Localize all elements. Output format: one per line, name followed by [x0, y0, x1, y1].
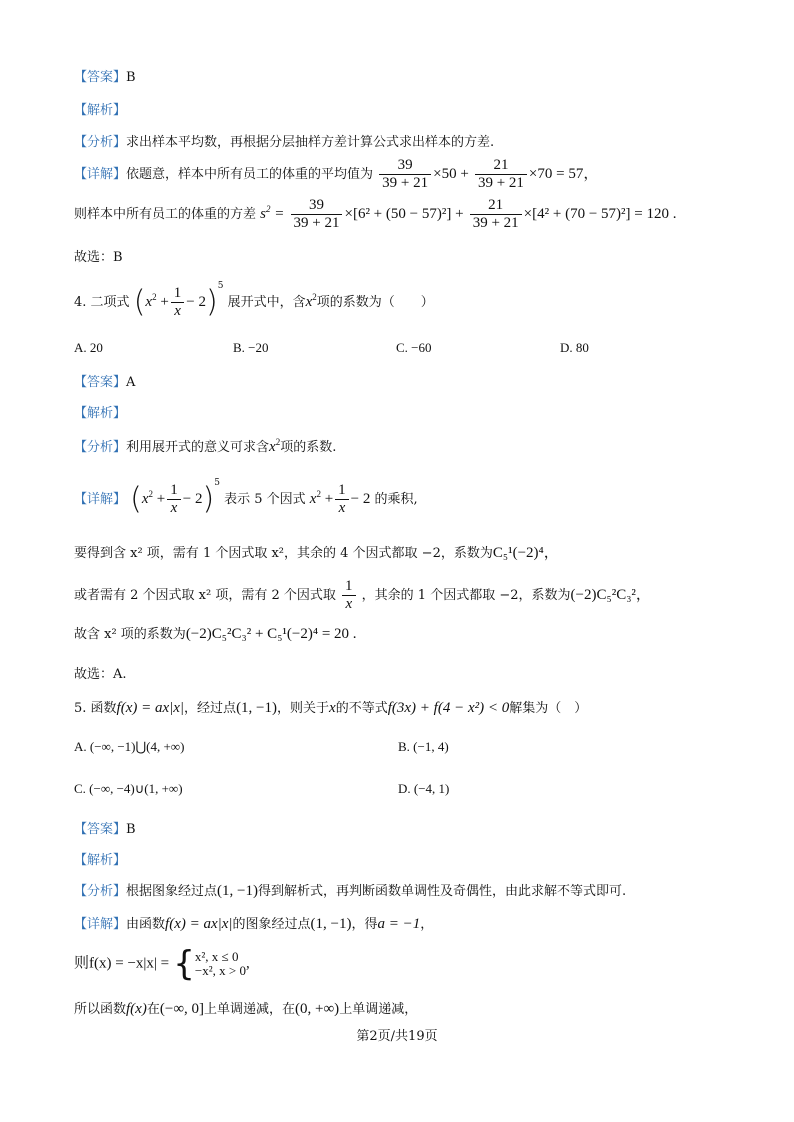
q4-detail-line: 【详解】 ($x^2$ + $\frac{1}{x}$ − 2)$^5$ 表示 5 个因式 $x^2$ + $\frac{1}{x}$ − 2 的乘积,	[74, 478, 418, 517]
q3-variance-line	[74, 197, 676, 232]
detail-text: 在	[146, 1002, 160, 1017]
answer-value: A	[126, 375, 136, 390]
question-text: 项的系数为（ ）	[316, 295, 434, 310]
math-expr: f(x)	[126, 1001, 147, 1017]
q5-mono-line	[74, 998, 417, 1018]
page-footer: 第2页/共19页	[356, 1029, 438, 1044]
fraction: $\frac{39}{39 + 21}$	[291, 197, 343, 232]
q4-line3	[74, 623, 357, 643]
q4-line1	[74, 541, 559, 562]
math-expr: ×70 = 57，	[528, 166, 599, 182]
fraction: $\frac{21}{39 + 21}$	[470, 197, 522, 232]
math-expr: a = −1	[377, 916, 421, 932]
q4-analyze-line: 【分析】利用展开式的意义可求含$x^2$项的系数.	[74, 437, 337, 455]
q5-answer-line	[74, 818, 136, 837]
math-expr: (−2)C₅²C₃² + C₅¹(−2)⁴ = 20 .	[185, 626, 357, 642]
answer-tag: 【答案】	[74, 70, 127, 85]
q5-option-d: D. (−4, 1)	[398, 781, 450, 796]
question-number: 5. 函数	[74, 701, 117, 716]
fraction: $\frac{1}{x}$	[167, 482, 181, 517]
detail-text: 则样本中所有员工的体重的方差	[74, 207, 257, 222]
q5-analyze-line	[74, 880, 626, 900]
analyze-text: 利用展开式的意义可求含	[126, 440, 270, 455]
question-number: 4. 二项式	[74, 295, 130, 310]
detail-text: 上单调递减，	[339, 1002, 418, 1017]
question-text: ，经过点	[184, 701, 237, 716]
q3-analyze-line	[74, 131, 494, 150]
analyze-text: 根据图象经过点	[126, 884, 218, 899]
detail-tag: 【详解】	[74, 917, 127, 932]
detail-text: 的乘积,	[374, 492, 418, 507]
fraction: $\frac{21}{39 + 21}$	[475, 157, 527, 192]
q5-piecewise-line: 则f(x) = −x|x| = { x², x ≤ 0 −x², x > 0 ,	[74, 944, 250, 984]
detail-text: 要得到含 x² 项，需有 1 个因式取 x²，其余的 4 个因式都取 −2，系数为	[74, 546, 493, 561]
fraction: $\frac{1}{x}$	[342, 578, 356, 613]
math-symbol: $s^2$ =	[260, 204, 285, 222]
q3-choice: 故选：B	[74, 250, 123, 265]
math-expr: (−2)C₅²C₃²，	[570, 587, 651, 603]
analyze-text: 得到解析式，再判断函数单调性及奇偶性，由此求解不等式即可.	[257, 884, 627, 899]
analysis-tag: 【解析】	[74, 103, 127, 118]
detail-text: 所以函数	[74, 1002, 127, 1017]
math-expr: 则f(x) = −x|x| =	[74, 955, 170, 972]
q4-option-c: C. −60	[396, 340, 432, 355]
detail-text: 上单调递减，在	[204, 1002, 296, 1017]
answer-value: B	[126, 822, 136, 837]
case-1: x², x ≤ 0	[194, 949, 239, 964]
detail-text: ，其余的 1 个因式都取 −2，系数为	[361, 588, 571, 603]
detail-tag: 【详解】	[74, 167, 127, 182]
math-expr: (1, −1)	[217, 883, 258, 899]
math-expr: f(3x) + f(4 − x²) < 0	[387, 700, 510, 716]
fraction: $\frac{1}{x}$	[335, 482, 349, 517]
q4-answer-line	[74, 371, 135, 390]
math-expr: x	[329, 700, 336, 716]
q5-analysis-label	[74, 849, 126, 868]
math-expr: ×50 +	[433, 166, 469, 182]
q4-stem: 4. 二项式 ($x^2$ + $\frac{1}{x}$ − 2)$^5$ 展开式中，含$x^2$项的系数为（ ）	[74, 281, 434, 320]
detail-tag: 【详解】	[74, 492, 127, 507]
math-expr: (−∞, 0]	[159, 1001, 205, 1017]
question-text: 的不等式	[335, 701, 388, 716]
detail-text: 或者需有 2 个因式取 x² 项，需有 2 个因式取	[74, 588, 336, 603]
math-expr: C₅¹(−2)⁴，	[492, 545, 559, 561]
math-expr: (1, −1)	[310, 916, 352, 932]
analysis-tag: 【解析】	[74, 406, 127, 421]
case-2: −x², x > 0	[194, 963, 246, 978]
question-text: 展开式中，含	[227, 295, 306, 310]
q5-option-c: C. (−∞, −4)∪(1, +∞)	[74, 781, 183, 796]
analyze-tag: 【分析】	[74, 884, 127, 899]
detail-text: 依题意，样本中所有员工的体重的平均值为	[126, 167, 374, 182]
q5-option-a: A. (−∞, −1)⋃(4, +∞)	[74, 739, 185, 754]
question-text: 解集为（ ）	[509, 701, 588, 716]
analyze-text: 求出样本平均数，再根据分层抽样方差计算公式求出样本的方差.	[126, 135, 495, 150]
detail-text: 的图象经过点	[232, 917, 311, 932]
fraction: $\frac{39}{39 + 21}$	[379, 157, 431, 192]
q3-analysis-label	[74, 99, 126, 118]
analyze-text: 项的系数.	[280, 440, 337, 455]
piecewise-cases	[195, 950, 246, 978]
q4-line2	[74, 578, 651, 613]
answer-tag: 【答案】	[74, 375, 127, 390]
question-text: ，则关于	[277, 701, 330, 716]
q3-answer-line	[74, 66, 136, 85]
q5-stem	[74, 697, 587, 717]
math-expr: f(x) = ax|x|	[165, 916, 233, 932]
math-expr: (0, +∞)	[295, 1001, 340, 1017]
analyze-tag: 【分析】	[74, 440, 127, 455]
detail-text: ，	[420, 917, 434, 932]
math-expr: f(x) = ax|x|	[116, 700, 185, 716]
analyze-tag: 【分析】	[74, 135, 127, 150]
detail-text: 故含 x² 项的系数为	[74, 627, 186, 642]
q4-analysis-label	[74, 402, 126, 421]
q5-option-b: B. (−1, 4)	[398, 739, 449, 754]
analysis-tag: 【解析】	[74, 853, 127, 868]
answer-value: B	[126, 70, 136, 85]
q4-option-d: D. 80	[560, 340, 589, 355]
detail-text: 表示 5 个因式	[224, 492, 306, 507]
q4-option-a: A. 20	[74, 340, 103, 355]
q3-mean-line	[74, 157, 598, 192]
math-expr: ×[6² + (50 − 57)²] +	[344, 206, 464, 222]
math-expr: ×[4² + (70 − 57)²] = 120 .	[523, 206, 677, 222]
math-expr: ,	[245, 955, 250, 972]
q5-detail-line	[74, 913, 433, 933]
q4-choice: 故选：A.	[74, 667, 127, 682]
math-expr: (1, −1)	[236, 700, 278, 716]
detail-text: 由函数	[126, 917, 166, 932]
answer-tag: 【答案】	[74, 822, 127, 837]
q4-option-b: B. −20	[233, 340, 269, 355]
detail-text: ，得	[351, 917, 378, 932]
fraction: $\frac{1}{x}$	[171, 285, 185, 320]
